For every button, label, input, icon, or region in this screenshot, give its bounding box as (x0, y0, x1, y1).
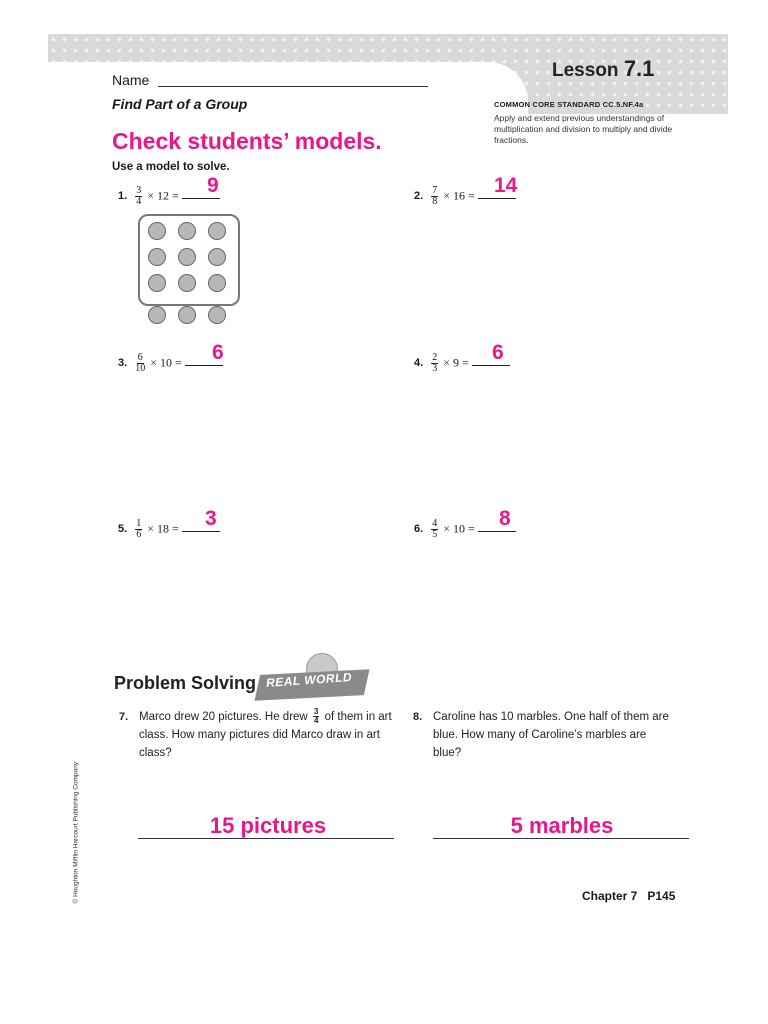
fraction: $\frac{6}{10}$ (135, 352, 146, 374)
standard-title: COMMON CORE STANDARD CC.5.NF.4a (494, 100, 644, 109)
counter (178, 248, 196, 266)
instruction: Use a model to solve. (112, 161, 230, 173)
counter (178, 274, 196, 292)
page-title: Find Part of a Group (112, 96, 248, 112)
expression: × 18 = (147, 521, 179, 536)
standard-description: Apply and extend previous understandings of multiplication and division to multiply and divide fractions. (494, 113, 673, 145)
name-label: Name (112, 72, 150, 88)
expression: × 16 = (443, 188, 475, 203)
answer-2: 14 (494, 174, 518, 197)
lesson-label: Lesson 7.1 (552, 56, 655, 81)
problem-number: 6. (414, 523, 424, 536)
teacher-note: Check students’ models. (112, 128, 382, 154)
fraction: $\frac{1}{6}$ (136, 518, 142, 540)
answer-blank[interactable] (472, 355, 510, 366)
question-number: 7. (119, 711, 129, 723)
problem-solving-heading: Problem Solving (114, 673, 257, 693)
fraction: $\frac{4}{5}$ (432, 518, 438, 540)
answer-1: 9 (207, 174, 219, 197)
question-text: of them in art class. How many pictures did Marco draw in art class? (139, 711, 392, 759)
problem-number: 3. (118, 357, 128, 370)
answer-line-8[interactable] (433, 838, 689, 839)
counter (208, 274, 226, 292)
chapter-label: Chapter 7 (582, 889, 638, 903)
problem-number: 5. (118, 523, 128, 536)
answer-4: 6 (492, 341, 504, 364)
question-text: Caroline has 10 marbles. One half of them are blue. How many of Caroline’s marbles are blue? (433, 711, 669, 759)
lesson-number: 7.1 (623, 56, 655, 81)
counter (178, 306, 196, 324)
expression: × 9 = (443, 355, 469, 370)
fraction: $\frac{7}{8}$ (432, 185, 438, 207)
question-text: Marco drew 20 pictures. He drew (139, 711, 308, 723)
answer-8: 5 marbles (510, 813, 614, 838)
problem-number: 4. (414, 357, 424, 370)
fraction: $\frac{3}{4}$ (136, 185, 142, 207)
counter (208, 248, 226, 266)
question-7 (119, 707, 397, 762)
counter (208, 306, 226, 324)
counter (178, 222, 196, 240)
answer-3: 6 (212, 341, 224, 364)
name-field[interactable] (158, 86, 428, 87)
counter (208, 222, 226, 240)
answer-5: 3 (205, 507, 217, 530)
question-8 (413, 708, 673, 762)
counter (148, 248, 166, 266)
counter (148, 222, 166, 240)
chapter-page (582, 889, 675, 903)
counter (148, 274, 166, 292)
expression: × 12 = (147, 188, 179, 203)
question-number: 8. (413, 711, 423, 723)
answer-7: 15 pictures (209, 813, 327, 838)
problem-number: 2. (414, 190, 424, 203)
fraction: $\frac{3}{4}$ (313, 707, 319, 726)
header-banner-cutout (48, 62, 528, 122)
expression: × 10 = (443, 521, 475, 536)
answer-6: 8 (499, 507, 511, 530)
copyright: © Houghton Mifflin Harcourt Publishing Company (72, 761, 80, 904)
problem-3 (118, 353, 223, 374)
counter (148, 306, 166, 324)
problem-number: 1. (118, 190, 128, 203)
fraction: $\frac{2}{3}$ (432, 352, 438, 374)
expression: × 10 = (150, 355, 182, 370)
real-world-badge-text: REAL WORLD (265, 670, 353, 690)
answer-line-7[interactable] (138, 838, 394, 839)
problem-1 (118, 186, 220, 207)
page-number: P145 (647, 889, 676, 903)
